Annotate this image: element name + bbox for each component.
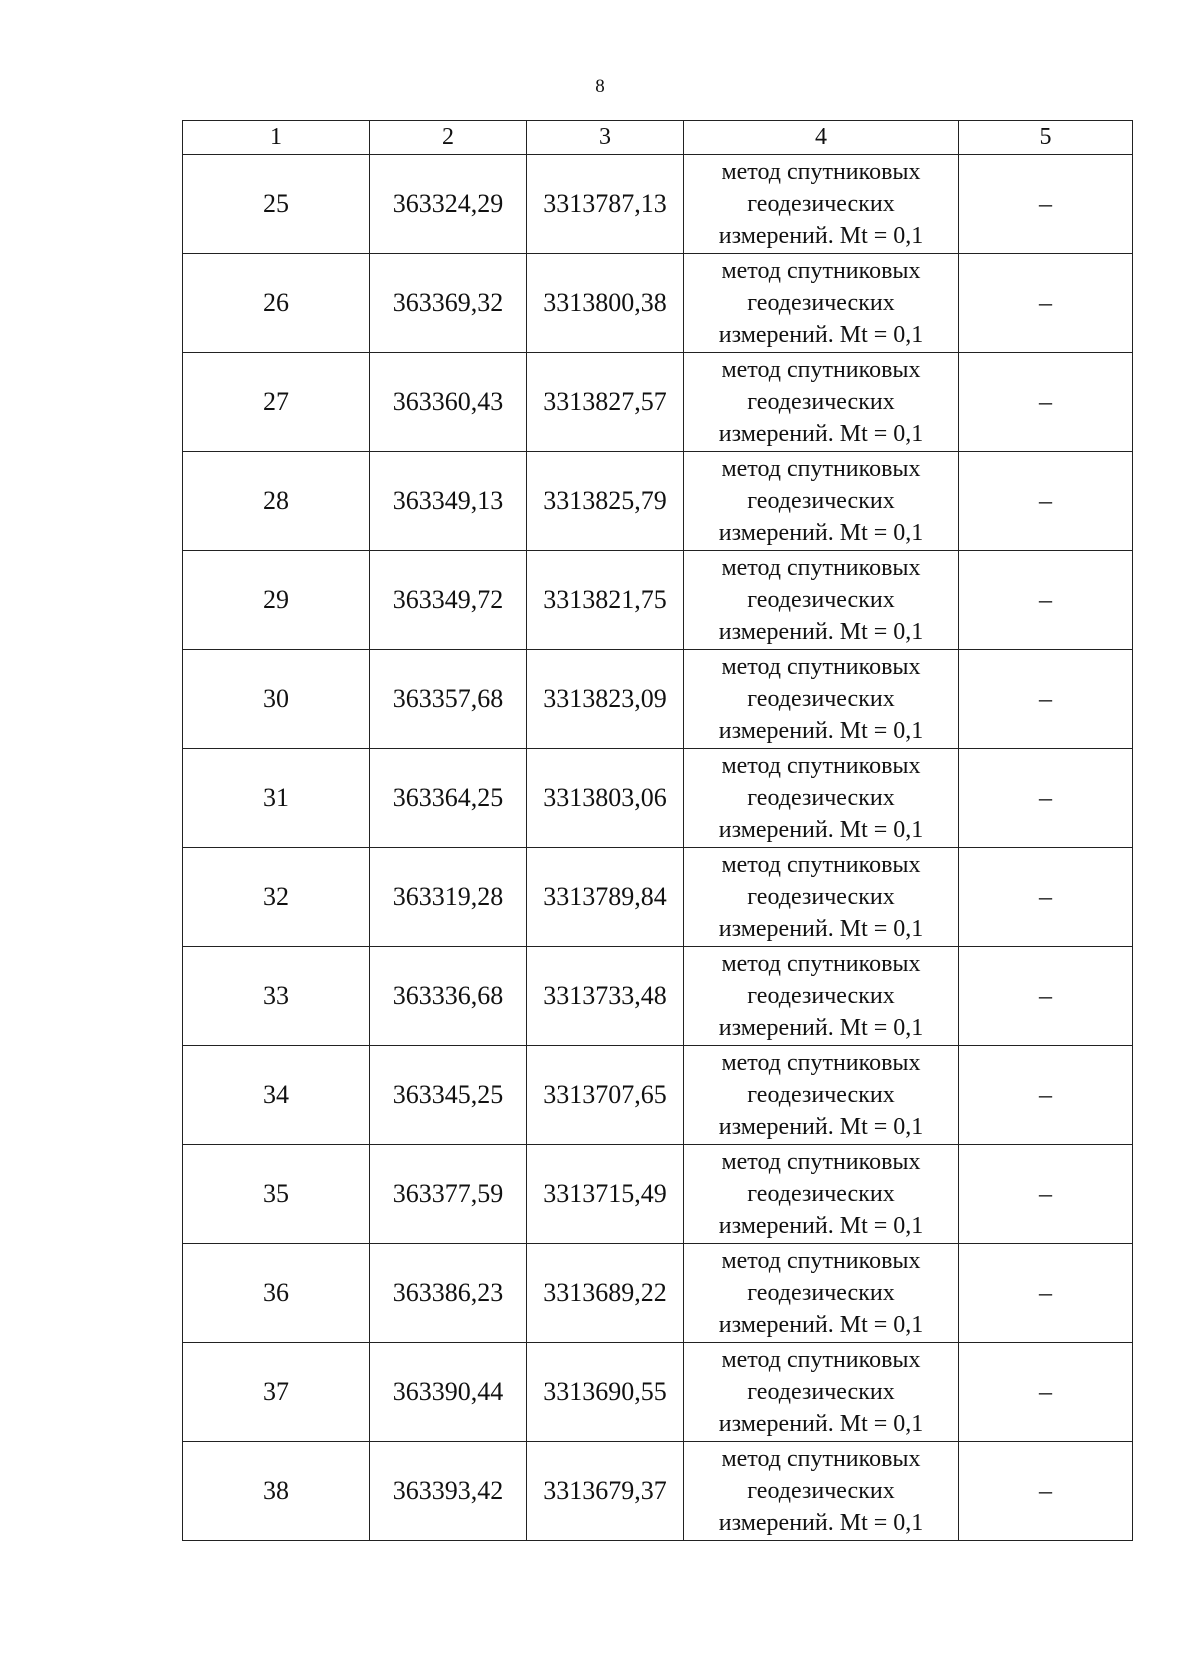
method-line-1: метод спутниковых (721, 753, 921, 779)
x-coordinate-cell: 363377,59 (370, 1145, 527, 1244)
method-line-3: измерений. Mt = 0,1 (718, 1114, 924, 1140)
method-cell (684, 749, 959, 848)
method-line-2: геодезических (747, 587, 895, 613)
method-line-2: геодезических (747, 290, 895, 316)
point-number-cell: 29 (183, 551, 370, 650)
y-coordinate-cell: 3313823,09 (527, 650, 684, 749)
point-number-cell: 28 (183, 452, 370, 551)
note-cell: – (959, 1145, 1133, 1244)
y-coordinate-cell: 3313825,79 (527, 452, 684, 551)
method-line-2: геодезических (747, 983, 895, 1009)
method-cell (684, 947, 959, 1046)
method-line-1: метод спутниковых (721, 555, 921, 581)
method-line-3: измерений. Mt = 0,1 (718, 520, 924, 546)
method-line-3: измерений. Mt = 0,1 (718, 1015, 924, 1041)
method-line-1: метод спутниковых (721, 1446, 921, 1472)
y-coordinate-cell: 3313821,75 (527, 551, 684, 650)
x-coordinate-cell: 363345,25 (370, 1046, 527, 1145)
method-line-1: метод спутниковых (721, 1149, 921, 1175)
note-cell: – (959, 254, 1133, 353)
y-coordinate-cell: 3313803,06 (527, 749, 684, 848)
method-line-2: геодезических (747, 1280, 895, 1306)
method-cell (684, 551, 959, 650)
x-coordinate-cell: 363369,32 (370, 254, 527, 353)
method-line-3: измерений. Mt = 0,1 (718, 1411, 924, 1437)
method-cell (684, 452, 959, 551)
y-coordinate-cell: 3313707,65 (527, 1046, 684, 1145)
page-number: 8 (595, 76, 605, 97)
method-cell (684, 254, 959, 353)
y-coordinate-cell: 3313690,55 (527, 1343, 684, 1442)
table-row (183, 1244, 1133, 1343)
coordinates-table (182, 120, 1133, 1541)
method-line-2: геодезических (747, 488, 895, 514)
x-coordinate-cell: 363349,72 (370, 551, 527, 650)
table-row (183, 155, 1133, 254)
method-cell (684, 1145, 959, 1244)
method-line-3: измерений. Mt = 0,1 (718, 817, 924, 843)
y-coordinate-cell: 3313827,57 (527, 353, 684, 452)
table-row (183, 254, 1133, 353)
method-line-1: метод спутниковых (721, 357, 921, 383)
point-number-cell: 38 (183, 1442, 370, 1541)
note-cell: – (959, 452, 1133, 551)
note-cell: – (959, 848, 1133, 947)
note-cell: – (959, 155, 1133, 254)
table-row (183, 551, 1133, 650)
method-line-1: метод спутниковых (721, 1248, 921, 1274)
method-line-3: измерений. Mt = 0,1 (718, 619, 924, 645)
y-coordinate-cell: 3313679,37 (527, 1442, 684, 1541)
table-row (183, 1046, 1133, 1145)
x-coordinate-cell: 363357,68 (370, 650, 527, 749)
note-cell: – (959, 650, 1133, 749)
method-line-1: метод спутниковых (721, 852, 921, 878)
method-cell (684, 1046, 959, 1145)
x-coordinate-cell: 363360,43 (370, 353, 527, 452)
method-line-2: геодезических (747, 686, 895, 712)
column-header-5: 5 (959, 121, 1133, 155)
x-coordinate-cell: 363336,68 (370, 947, 527, 1046)
method-line-3: измерений. Mt = 0,1 (718, 718, 924, 744)
x-coordinate-cell: 363349,13 (370, 452, 527, 551)
table-row (183, 353, 1133, 452)
point-number-cell: 35 (183, 1145, 370, 1244)
table-row (183, 1442, 1133, 1541)
column-header-4: 4 (684, 121, 959, 155)
table-row (183, 749, 1133, 848)
x-coordinate-cell: 363319,28 (370, 848, 527, 947)
table-row (183, 452, 1133, 551)
method-line-3: измерений. Mt = 0,1 (718, 1510, 924, 1536)
note-cell: – (959, 1046, 1133, 1145)
method-cell (684, 155, 959, 254)
method-line-1: метод спутниковых (721, 1347, 921, 1373)
table-row (183, 650, 1133, 749)
y-coordinate-cell: 3313689,22 (527, 1244, 684, 1343)
method-line-2: геодезических (747, 1478, 895, 1504)
column-header-1: 1 (183, 121, 370, 155)
method-line-3: измерений. Mt = 0,1 (718, 916, 924, 942)
y-coordinate-cell: 3313733,48 (527, 947, 684, 1046)
method-line-2: геодезических (747, 389, 895, 415)
point-number-cell: 31 (183, 749, 370, 848)
method-line-2: геодезических (747, 884, 895, 910)
method-cell (684, 1343, 959, 1442)
note-cell: – (959, 1343, 1133, 1442)
method-line-3: измерений. Mt = 0,1 (718, 223, 924, 249)
method-line-2: геодезических (747, 191, 895, 217)
method-line-2: геодезических (747, 1082, 895, 1108)
point-number-cell: 25 (183, 155, 370, 254)
method-line-3: измерений. Mt = 0,1 (718, 322, 924, 348)
method-line-1: метод спутниковых (721, 258, 921, 284)
method-cell (684, 1442, 959, 1541)
point-number-cell: 26 (183, 254, 370, 353)
table-row (183, 947, 1133, 1046)
method-cell (684, 848, 959, 947)
method-line-3: измерений. Mt = 0,1 (718, 1213, 924, 1239)
point-number-cell: 27 (183, 353, 370, 452)
method-line-1: метод спутниковых (721, 1050, 921, 1076)
x-coordinate-cell: 363393,42 (370, 1442, 527, 1541)
x-coordinate-cell: 363364,25 (370, 749, 527, 848)
note-cell: – (959, 353, 1133, 452)
table-header-row (183, 121, 1133, 155)
table-row (183, 848, 1133, 947)
method-line-2: геодезических (747, 1379, 895, 1405)
y-coordinate-cell: 3313789,84 (527, 848, 684, 947)
table-row (183, 1343, 1133, 1442)
method-line-1: метод спутниковых (721, 456, 921, 482)
note-cell: – (959, 1442, 1133, 1541)
method-line-1: метод спутниковых (721, 951, 921, 977)
note-cell: – (959, 749, 1133, 848)
method-line-1: метод спутниковых (721, 159, 921, 185)
point-number-cell: 36 (183, 1244, 370, 1343)
y-coordinate-cell: 3313800,38 (527, 254, 684, 353)
table-body (183, 155, 1133, 1541)
method-line-1: метод спутниковых (721, 654, 921, 680)
method-line-3: измерений. Mt = 0,1 (718, 421, 924, 447)
point-number-cell: 30 (183, 650, 370, 749)
column-header-2: 2 (370, 121, 527, 155)
method-line-2: геодезических (747, 785, 895, 811)
note-cell: – (959, 947, 1133, 1046)
note-cell: – (959, 1244, 1133, 1343)
method-cell (684, 1244, 959, 1343)
method-line-2: геодезических (747, 1181, 895, 1207)
method-line-3: измерений. Mt = 0,1 (718, 1312, 924, 1338)
method-cell (684, 650, 959, 749)
method-cell (684, 353, 959, 452)
x-coordinate-cell: 363324,29 (370, 155, 527, 254)
point-number-cell: 37 (183, 1343, 370, 1442)
point-number-cell: 33 (183, 947, 370, 1046)
note-cell: – (959, 551, 1133, 650)
column-header-3: 3 (527, 121, 684, 155)
x-coordinate-cell: 363390,44 (370, 1343, 527, 1442)
table-row (183, 1145, 1133, 1244)
point-number-cell: 34 (183, 1046, 370, 1145)
y-coordinate-cell: 3313787,13 (527, 155, 684, 254)
x-coordinate-cell: 363386,23 (370, 1244, 527, 1343)
y-coordinate-cell: 3313715,49 (527, 1145, 684, 1244)
point-number-cell: 32 (183, 848, 370, 947)
